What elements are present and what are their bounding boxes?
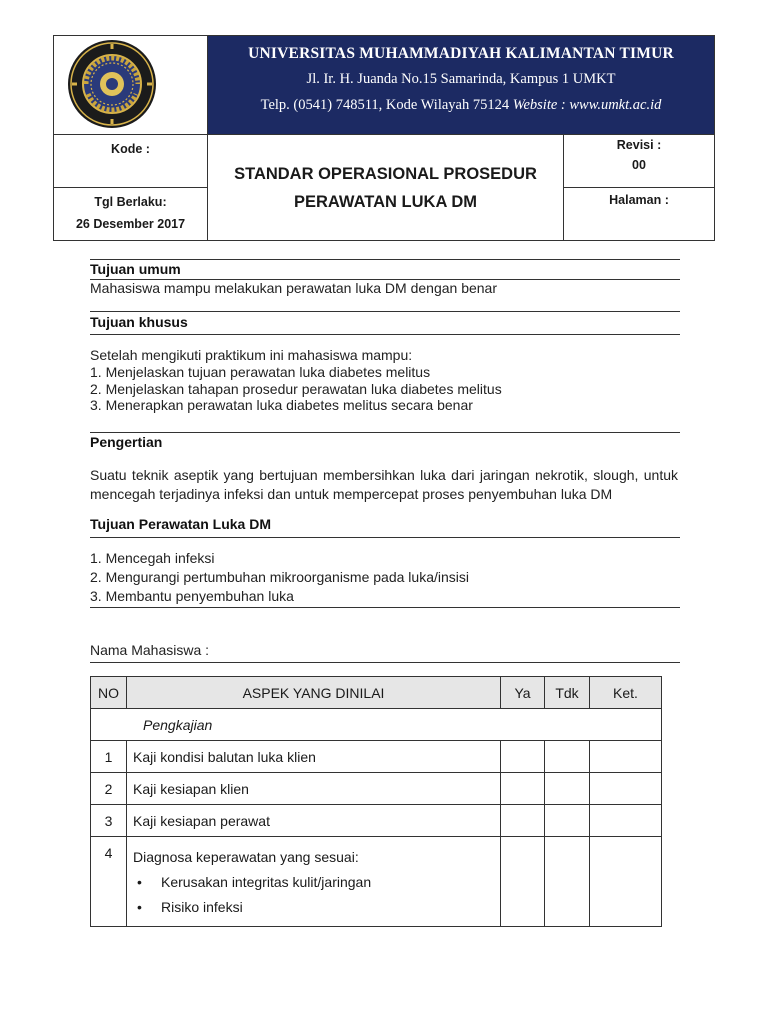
section-row [91,709,662,741]
check-ya-cell[interactable] [501,741,545,773]
umkt-seal-logo-icon [66,38,158,130]
check-tdk-cell[interactable] [545,741,590,773]
nama-mahasiswa-label: Nama Mahasiswa : [90,642,210,658]
row-no: 2 [91,773,127,805]
nama-mahasiswa-line[interactable] [90,662,680,663]
bullet-icon: • [137,874,142,890]
university-banner [208,36,715,135]
university-address: Jl. Ir. H. Juanda No.15 Samarinda, Kampus 1 UMKT [306,71,616,87]
document-header [53,35,715,241]
check-ya-cell[interactable] [501,773,545,805]
pengertian-line-1: Suatu teknik aseptik yang bertujuan membersihkan luka dari jaringan nekrotik, slough, untuk [90,467,678,483]
check-tdk-cell[interactable] [545,805,590,837]
check-ya-cell[interactable] [501,805,545,837]
website-text: Website : www.umkt.ac.id [512,97,662,113]
halaman-label: Halaman : [609,193,669,207]
document-title [208,135,564,241]
bullet-icon: • [137,899,142,915]
row-aspek-text: Diagnosa keperawatan yang sesuai: [133,849,359,865]
divider [90,537,680,538]
pengertian-heading: Pengertian [90,434,163,450]
tujuan-umum-text: Mahasiswa mampu melakukan perawatan luka DM dengan benar [90,280,497,296]
table-row [91,741,662,773]
title-line-2: PERAWATAN LUKA DM [293,192,477,211]
row-no: 4 [91,837,127,927]
halaman-cell [564,188,715,241]
divider [90,432,680,433]
pengertian-line-2: mencegah terjadinya infeksi dan untuk mempercepat proses penyembuhan luka DM [90,486,613,502]
tujuan-perawatan-heading: Tujuan Perawatan Luka DM [90,516,271,532]
col-header-ya: Ya [501,677,545,709]
divider [90,259,680,260]
kode-cell [54,135,208,188]
table-row [91,837,662,927]
row-no: 3 [91,805,127,837]
university-contact: Telp. (0541) 748511, Kode Wilayah 75124 Website : www.umkt.ac.id [260,97,662,113]
row-aspek: Kaji kesiapan perawat [127,805,501,837]
evaluation-table [90,676,662,927]
check-tdk-cell[interactable] [545,837,590,927]
row-aspek: Kaji kesiapan klien [127,773,501,805]
section-label: Pengkajian [143,716,213,733]
row-aspek: Kaji kondisi balutan luka klien [127,741,501,773]
tujuan-perawatan-item: 2. Mengurangi pertumbuhan mikroorganisme pada luka/insisi [90,569,469,585]
tujuan-khusus-item: 1. Menjelaskan tujuan perawatan luka diabetes melitus [90,364,431,380]
revisi-label: Revisi : [616,138,662,152]
divider [90,334,680,335]
tujuan-perawatan-item: 1. Mencegah infeksi [90,550,215,566]
table-header-row [91,677,662,709]
check-tdk-cell[interactable] [545,773,590,805]
logo-cell [54,36,208,135]
title-line-1: STANDAR OPERASIONAL PROSEDUR [234,164,537,183]
col-header-tdk: Tdk [545,677,590,709]
tgl-berlaku-cell [54,188,208,241]
divider [90,311,680,312]
tgl-berlaku-label: Tgl Berlaku: [94,195,167,209]
tujuan-khusus-heading: Tujuan khusus [90,314,188,330]
pengertian-text [90,466,678,504]
table-row [91,805,662,837]
section-cell [91,709,662,741]
ket-cell[interactable] [590,741,662,773]
row-no: 1 [91,741,127,773]
ket-cell[interactable] [590,805,662,837]
col-header-ket: Ket. [590,677,662,709]
col-header-no: NO [91,677,127,709]
table-row [91,773,662,805]
tujuan-khusus-item: 3. Menerapkan perawatan luka diabetes melitus secara benar [90,397,473,413]
ket-cell[interactable] [590,773,662,805]
revisi-cell [564,135,715,188]
tujuan-khusus-intro: Setelah mengikuti praktikum ini mahasiswa mampu: [90,347,413,363]
col-header-aspek: ASPEK YANG DINILAI [127,677,501,709]
tujuan-khusus-item: 2. Menjelaskan tahapan prosedur perawatan luka diabetes melitus [90,381,502,397]
divider [90,607,680,608]
university-name: UNIVERSITAS MUHAMMADIYAH KALIMANTAN TIMUR [248,45,674,62]
ket-cell[interactable] [590,837,662,927]
bullet-item: • Risiko infeksi [133,895,500,920]
tgl-berlaku-value: 26 Desember 2017 [75,217,186,231]
revisi-value: 00 [632,158,646,172]
kode-label: Kode : [111,142,150,156]
tujuan-perawatan-item: 3. Membantu penyembuhan luka [90,588,294,604]
tujuan-umum-heading: Tujuan umum [90,261,181,277]
row-aspek [127,837,501,927]
bullet-item: • Kerusakan integritas kulit/jaringan [133,870,500,895]
check-ya-cell[interactable] [501,837,545,927]
